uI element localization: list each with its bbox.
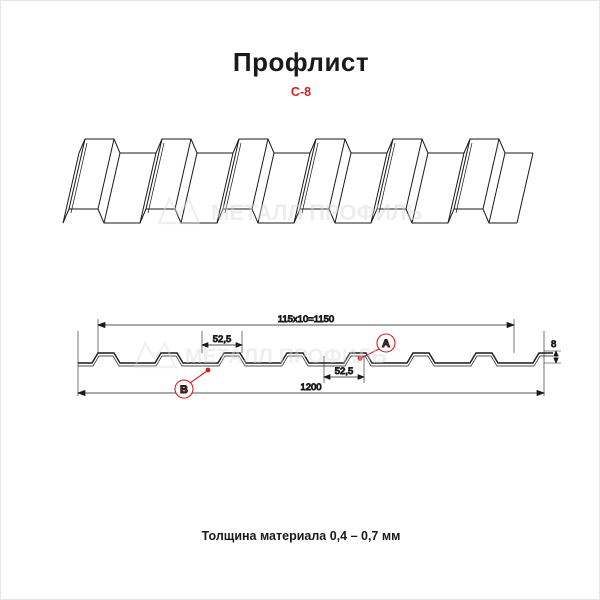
page-title: Профлист [232, 47, 370, 77]
cross-section-technical-drawing [56, 301, 566, 421]
callout-a-label: A [382, 338, 390, 350]
dimension-height: 8 [551, 339, 557, 350]
dimension-pitch-top: 52,5 [212, 334, 232, 345]
watermark-text: МЕТАЛЛ ПРОФИЛЬ [211, 200, 423, 225]
isometric-profile-view [61, 111, 551, 261]
dimension-overall-bottom: 1200 [300, 382, 322, 393]
callout-b-label: B [180, 384, 188, 396]
material-thickness-note: Толщина материала 0,4 – 0,7 мм [201, 529, 401, 543]
dimension-pitch-bottom: 52,5 [334, 366, 354, 377]
dimension-overall-top: 115х10=1150 [277, 314, 335, 325]
watermark-text-2: МЕТАЛЛ ПРОФИЛЬ [185, 345, 387, 368]
profile-model-label: С-8 [290, 85, 312, 99]
